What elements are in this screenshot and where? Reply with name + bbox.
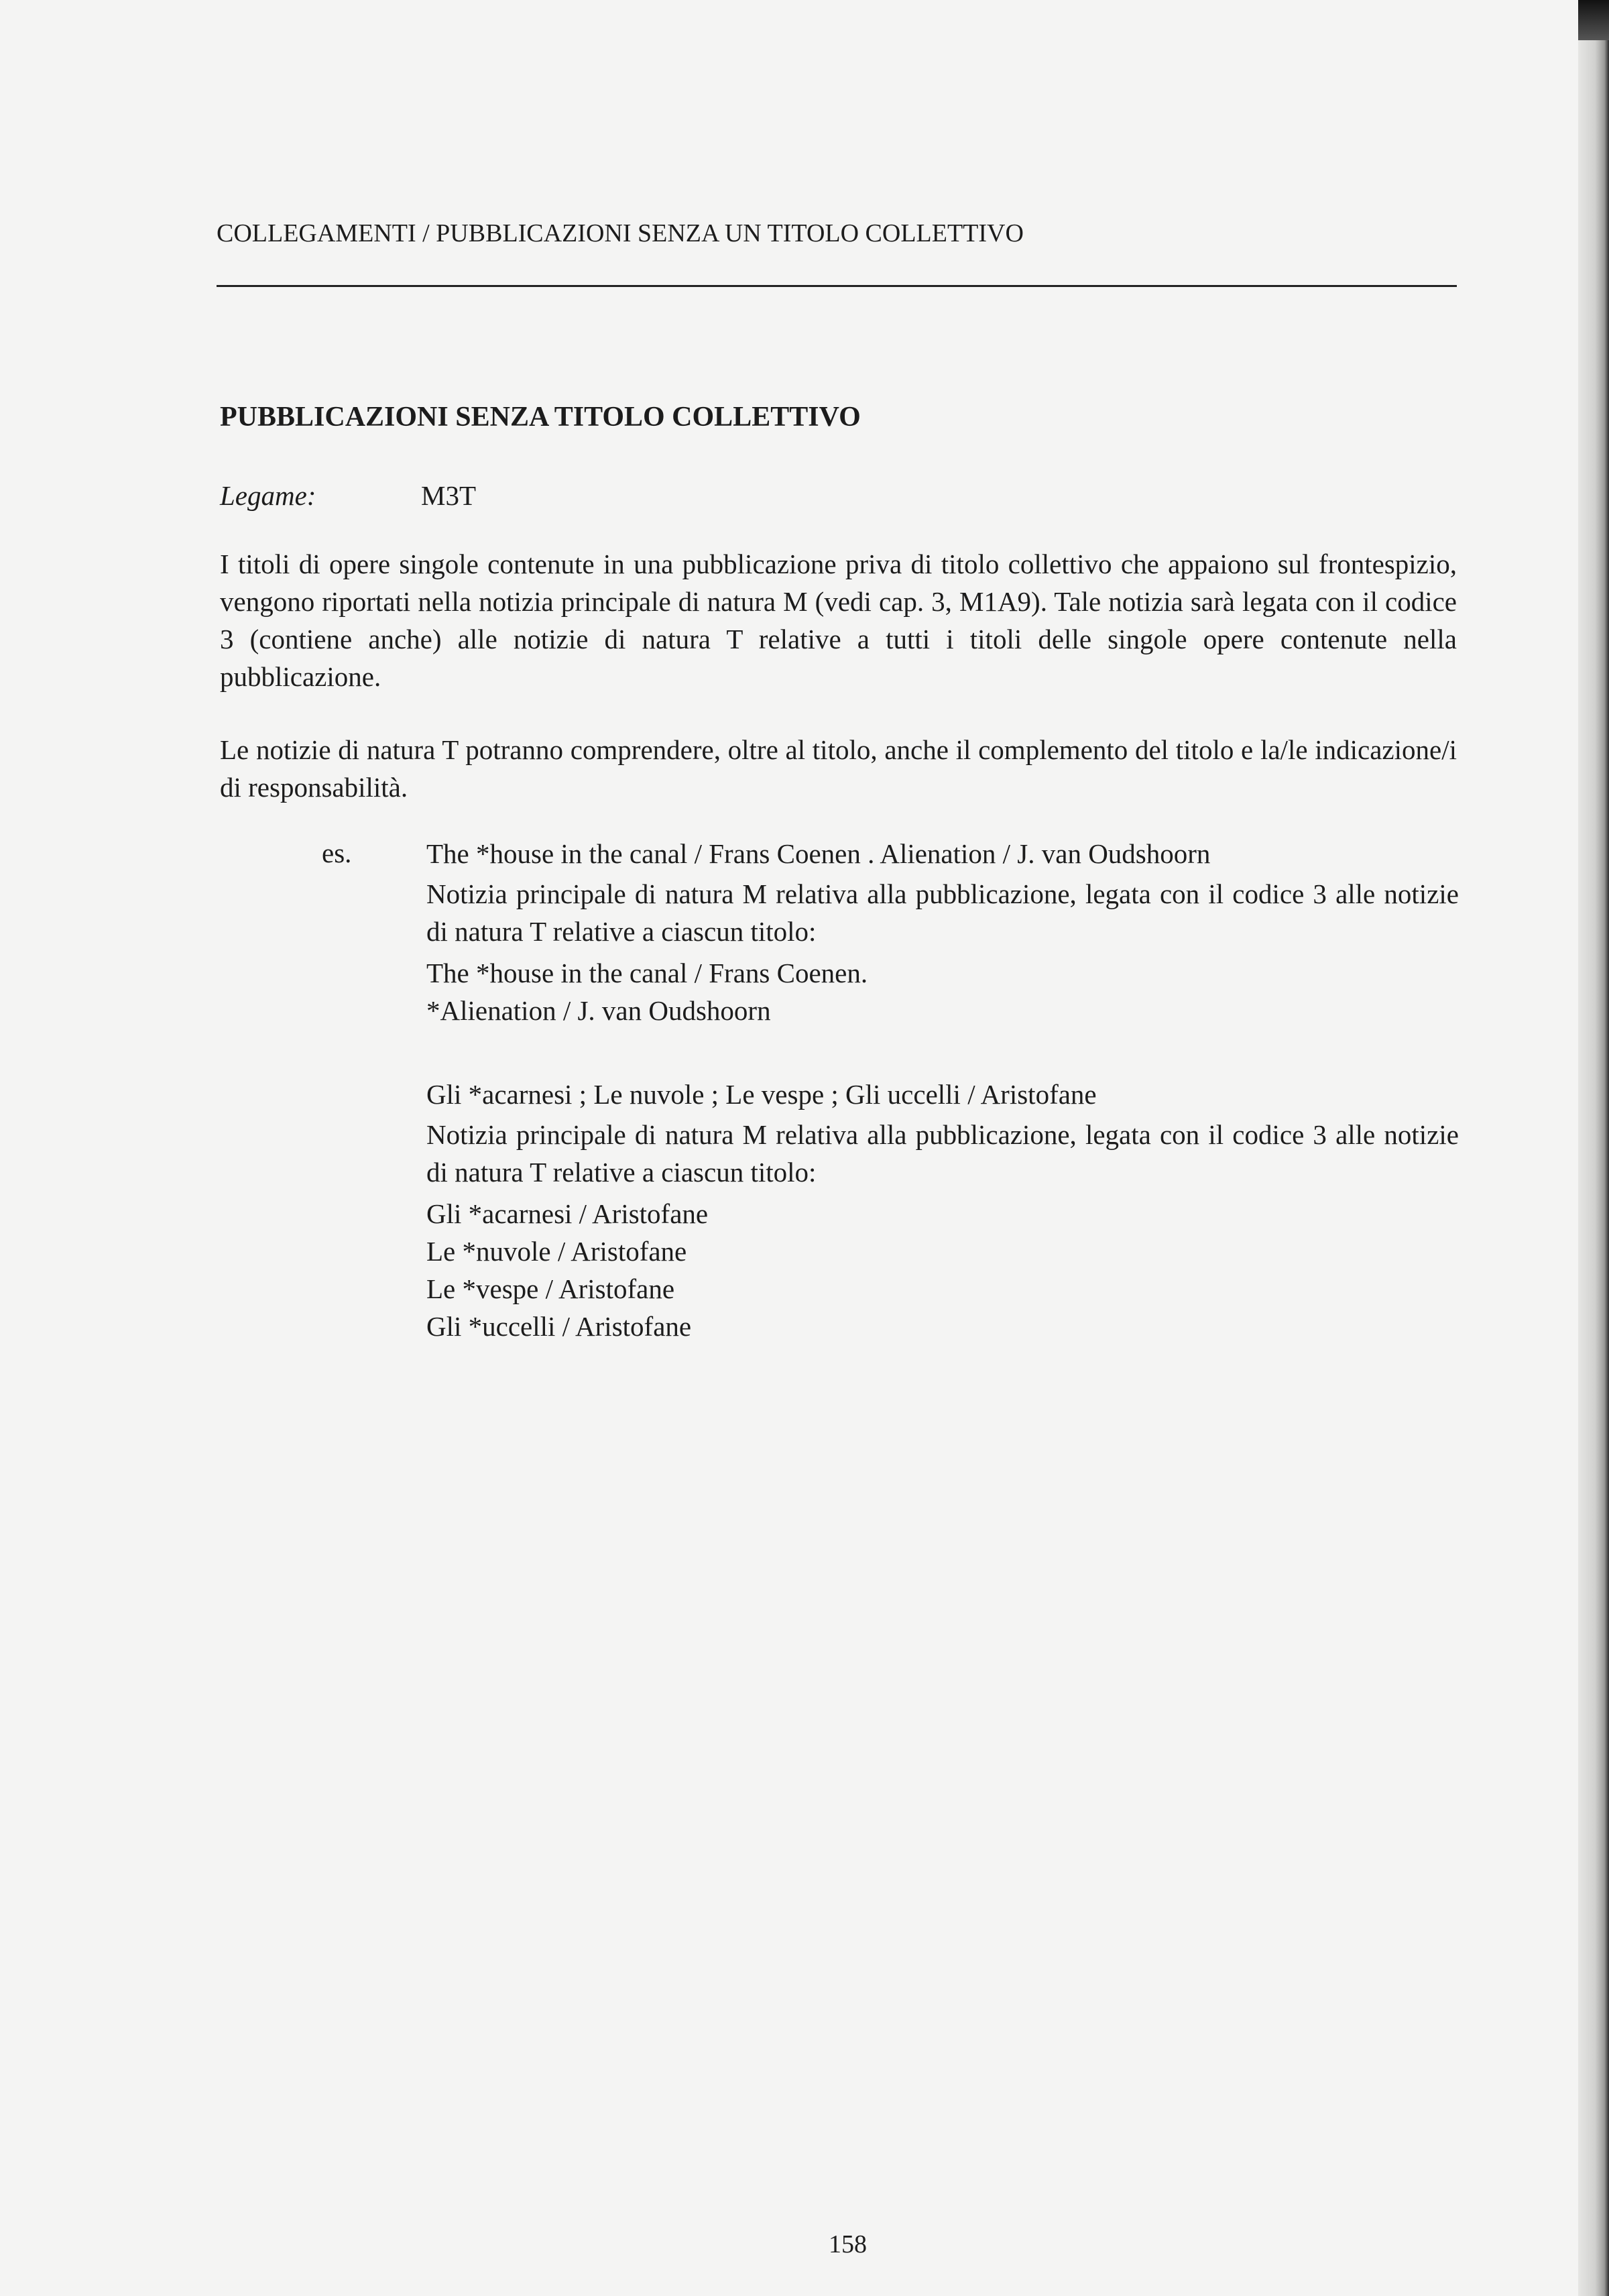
example-item: Gli *uccelli / Aristofane	[426, 1311, 692, 1342]
running-header: COLLEGAMENTI / PUBBLICAZIONI SENZA UN TITOLO COLLETTIVO	[217, 219, 1024, 247]
paragraph-intro: I titoli di opere singole contenute in una pubblicazione priva di titolo collettivo che appaiono sul frontespizio, vengono riportati nella notizia principale di natura M (vedi cap. 3, M1A9). Tale notizia sarà legata con il codice 3 (contiene anche) alle notizie di natura T relative a tutti i titoli delle singole opere contenute nella pubblicazione.	[220, 549, 1457, 692]
example-label: es.	[322, 838, 352, 868]
example-note: Notizia principale di natura M relativa alla pubblicazione, legata con il codice 3 alle notizie di natura T relative a ciascun titolo:	[426, 878, 1459, 947]
example-note: Notizia principale di natura M relativa alla pubblicazione, legata con il codice 3 alle notizie di natura T relative a ciascun titolo:	[426, 1119, 1459, 1188]
header-rule	[217, 285, 1457, 287]
example-block	[426, 1076, 1459, 1345]
page-corner-shadow	[1578, 0, 1609, 40]
legame-line	[220, 479, 476, 512]
example-item: The *house in the canal / Frans Coenen.	[426, 958, 868, 988]
paragraph-natura-t: Le notizie di natura T potranno comprendere, oltre al titolo, anche il complemento del titolo e la/le indicazione/i di responsabilità.	[220, 734, 1457, 803]
example-title: The *house in the canal / Frans Coenen . Alienation / J. van Oudshoorn	[426, 838, 1211, 869]
legame-label: Legame:	[220, 480, 316, 511]
legame-value: M3T	[421, 480, 476, 511]
section-title: PUBBLICAZIONI SENZA TITOLO COLLETTIVO	[220, 402, 861, 433]
example-block	[426, 835, 1459, 1029]
example-item: Gli *acarnesi / Aristofane	[426, 1198, 709, 1229]
example-title: Gli *acarnesi ; Le nuvole ; Le vespe ; Gli uccelli / Aristofane	[426, 1079, 1097, 1110]
example-item: *Alienation / J. van Oudshoorn	[426, 995, 771, 1026]
page-number: 158	[829, 2230, 867, 2258]
example-item: Le *nuvole / Aristofane	[426, 1236, 687, 1267]
example-item: Le *vespe / Aristofane	[426, 1273, 675, 1304]
page-edge-shadow	[1578, 0, 1609, 2296]
